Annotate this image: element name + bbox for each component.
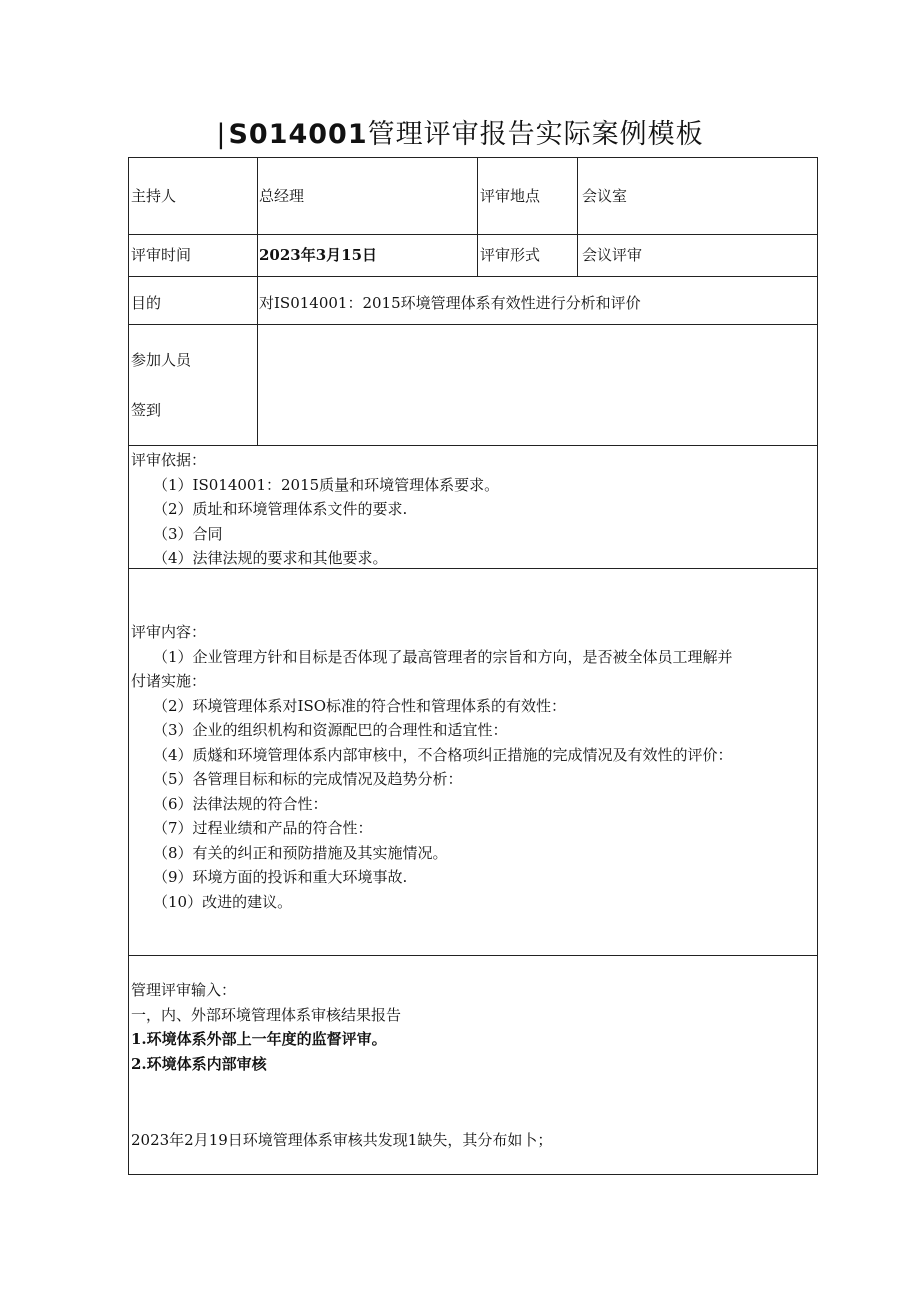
place-label: 评审地点: [480, 187, 541, 205]
content-item: （7）过程业绩和产品的符合性：: [153, 819, 373, 837]
basis-item: （3）合同: [153, 524, 223, 543]
content-item: （5）各管理目标和标的完成情况及趋势分析：: [153, 770, 463, 788]
review-content-section: [131, 620, 809, 914]
content-item: （2）环境管理体系对ISO标准的符合性和管理体系的有效性：: [153, 696, 567, 715]
row-divider: [129, 568, 817, 569]
basis-heading: 评审依据：: [131, 451, 207, 469]
column-divider: [577, 158, 578, 276]
basis-item: （2）质址和环境管理体系文件的要求.: [153, 500, 408, 518]
document-title: [0, 112, 920, 151]
row-divider: [129, 276, 817, 277]
content-heading: 评审内容：: [131, 623, 207, 641]
content-item: （1）企业管理方针和目标是否体现了最高管理者的宗旨和方向，是否被全体员工理解并: [153, 647, 733, 666]
purpose-label: 目的: [131, 294, 162, 312]
input-line: 2.环境体系内部审核: [131, 1054, 267, 1073]
audit-summary-line: 2023年2月19日环境管理体系审核共发现1缺失，其分布如卜；: [131, 1131, 553, 1149]
column-divider: [257, 158, 258, 445]
content-item: （9）环境方面的投诉和重大环境事故.: [153, 868, 408, 886]
basis-item: （1）IS014001：2015质量和环境管理体系要求。: [153, 475, 500, 494]
title-bar: |: [216, 119, 227, 150]
place-value: 会议室: [582, 187, 628, 205]
form-value: 会议评审: [582, 246, 643, 264]
row-divider: [129, 234, 817, 235]
title-text: 管理评审报告实际案例模板: [367, 119, 704, 150]
form-label: 评审形式: [480, 246, 541, 264]
participants-label: 参加人员: [131, 351, 192, 369]
basis-item: （4）法律法规的要求和其他要求。: [153, 549, 388, 567]
content-item: （4）质燧和环境管理体系内部审核中，不合格项纠正措施的完成情况及有效性的评价：: [153, 745, 733, 764]
content-item: （3）企业的组织机构和资源配巴的合理性和适宜性：: [153, 721, 508, 739]
input-line: 1.环境体系外部上一年度的监督评审。: [131, 1030, 387, 1048]
host-label: 主持人: [131, 187, 177, 205]
time-label: 评审时间: [131, 246, 192, 264]
input-line: 一，内、外部环境管理体系审核结果报告: [131, 1005, 402, 1024]
column-divider: [477, 158, 478, 276]
purpose-value: 对IS014001：2015环境管理体系有效性进行分析和评价: [259, 294, 641, 312]
review-input-section: [131, 978, 809, 1076]
row-divider: [129, 324, 817, 325]
title-standard-code: S014001: [228, 119, 368, 150]
audit-summary: [131, 1128, 809, 1153]
content-item: （6）法律法规的符合性：: [153, 794, 328, 813]
review-report-table: [128, 157, 818, 1175]
input-heading: 管理评审输入：: [131, 981, 237, 999]
content-item: （10）改进的建议。: [153, 892, 293, 911]
row-divider: [129, 955, 817, 956]
content-item: （8）有关的纠正和预防措施及其实施情况。: [153, 843, 448, 862]
review-basis-section: [129, 446, 817, 568]
content-item-continuation: 付诸实施：: [131, 672, 207, 690]
time-value: 2023年3月15日: [259, 246, 378, 264]
host-value: 总经理: [259, 187, 305, 205]
signin-label: 签到: [131, 401, 162, 419]
